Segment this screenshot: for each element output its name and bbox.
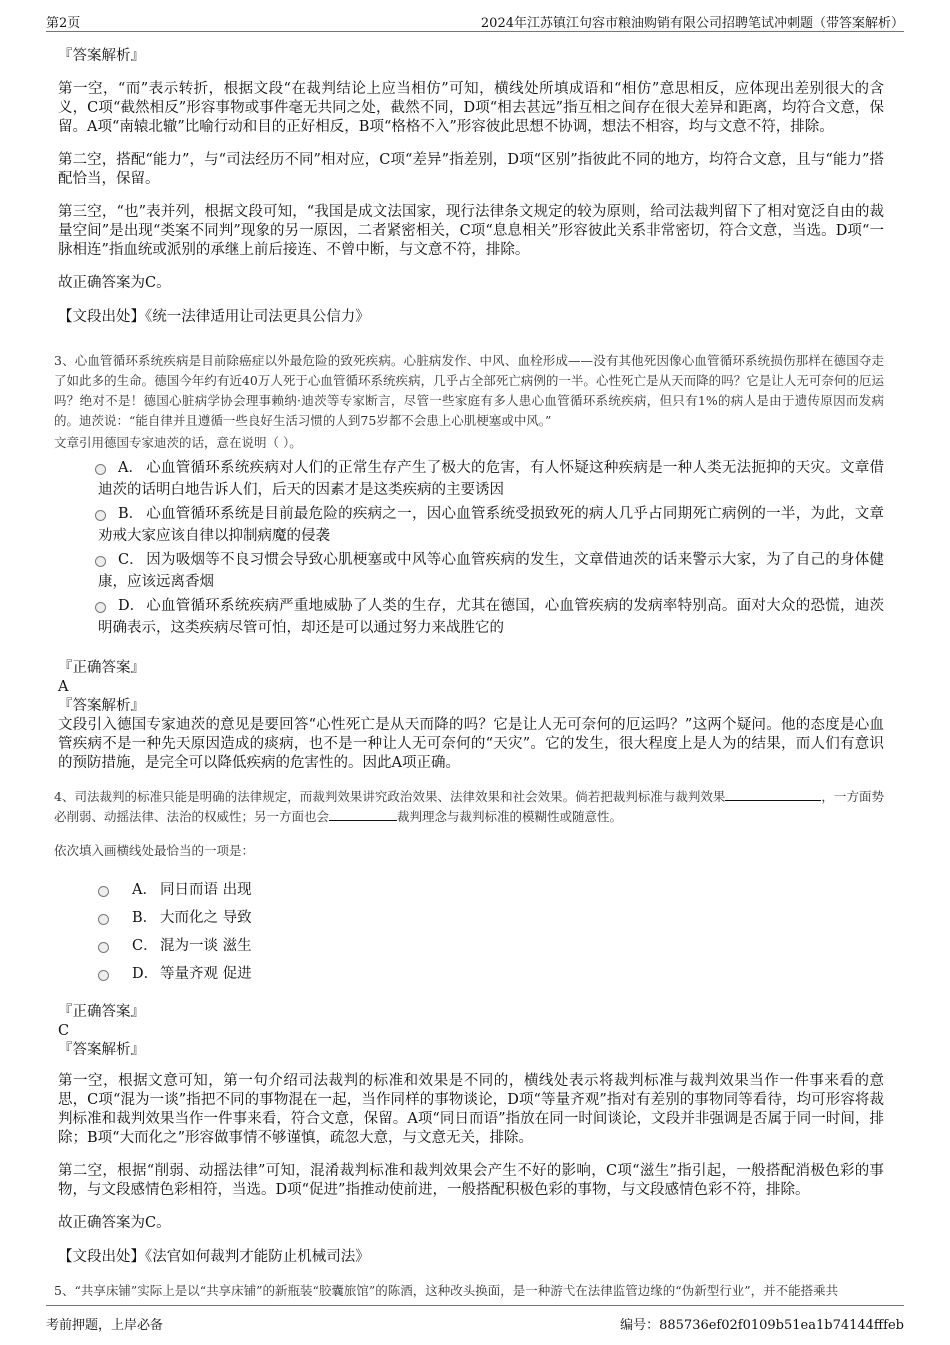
radio-icon[interactable] <box>95 556 106 567</box>
q4-option-b[interactable] <box>58 905 884 931</box>
page-number: 第2页 <box>46 16 81 31</box>
option-text: 心血管循环系统是目前最危险的疾病之一，因心血管系统受损致死的病人几乎占同期死亡病例的一半，为此，文章劝戒大家应该自律以抑制病魔的侵袭 <box>98 506 884 544</box>
q4-answer-label: 『正确答案』 <box>58 1004 145 1020</box>
q4-option-a[interactable] <box>58 877 884 903</box>
option-text: 等量齐观 促进 <box>160 966 252 982</box>
q4-question: 依次填入画横线处最恰当的一项是： <box>54 843 255 858</box>
option-text: 混为一谈 滋生 <box>160 938 252 954</box>
option-text: 因为吸烟等不良习惯会导致心肌梗塞或中风等心血管疾病的发生，文章借迪茨的话来警示大家，为了自己的身体健康，应该远离香烟 <box>98 552 884 590</box>
radio-icon[interactable] <box>95 464 106 475</box>
header-divider <box>46 31 904 32</box>
q2-analysis-para1: 第一空，“而”表示转折，根据文段“在裁判结论上应当相仿”可知，横线处所填成语和“相仿”意思相反，应体现出差别很大的含义，C项“截然相反”形容事物或事件毫无共同之处，截然不同，D项“相去甚远”指互相之间存在很大差异和距离，均符合文意，保留。A项“南辕北辙”比喻行动和目的正好相反，B项“格格不入”形容彼此思想不协调，想法不相容，均与文意不符，排除。 <box>58 81 884 135</box>
q3-option-b[interactable] <box>58 503 884 547</box>
document-id: 编号：885736ef02f0109b51ea1b74144fffeb <box>620 1318 904 1333</box>
q4-analysis-para1: 第一空，根据文意可知，第一句介绍司法裁判的标准和效果是不同的，横线处表示将裁判标准与裁判效果当作一件事来看的意思，C项“混为一谈”指把不同的事物混在一起，当作同样的事物谈论，D项“等量齐观”指对有差别的事物同等看待，均可形容将裁判标准和裁判效果当作一件事来看，符合文意，保留。A项“同日而语”指放在同一时间谈论，文段并非强调是否属于同一时间，排除；B项“大而化之”形容做事情不够谨慎，疏忽大意，与文意无关，排除。 <box>58 1073 884 1146</box>
q2-source: 【文段出处】《统一法律适用让司法更具公信力》 <box>58 309 370 325</box>
option-text: 心血管循环系统疾病对人们的正常生存产生了极大的危害，有人怀疑这种疾病是一种人类无法扼抑的天灾。文章借迪茨的话明白地告诉人们，后天的因素才是这类疾病的主要诱因 <box>98 460 884 498</box>
blank-1 <box>725 788 821 801</box>
footer-slogan: 考前押题，上岸必备 <box>46 1318 164 1333</box>
q4-analysis-para2: 第二空，根据“削弱、动摇法律”可知，混淆裁判标准和裁判效果会产生不好的影响，C项“滋生”指引起，一般搭配消极色彩的事物，与文段感情色彩相符，当选。D项“促进”指推动使前进，一般搭配积极色彩的事物，与文段感情色彩不符，排除。 <box>58 1163 884 1198</box>
q3-options <box>58 457 884 639</box>
q3-option-a[interactable] <box>58 457 884 501</box>
q2-analysis-label: 『答案解析』 <box>58 48 145 64</box>
option-key: D． <box>118 598 145 614</box>
q4-stem <box>54 787 884 827</box>
q2-analysis-para2: 第二空，搭配“能力”，与“司法经历不同”相对应，C项“差异”指差别，D项“区别”指彼此不同的地方，均符合文意，且与“能力”搭配恰当，保留。 <box>58 152 884 187</box>
radio-icon[interactable] <box>98 914 109 925</box>
q3-stem: 3、心血管循环系统疾病是目前除癌症以外最危险的致死疾病。心脏病发作、中风、血栓形成——没有其他死因像心血管循环系统损伤那样在德国夺走了如此多的生命。德国今年约有近40万人死于心血管循环系统疾病，几乎占全部死亡病例的一半。心性死亡是从天而降的吗？它是让人无可奈何的厄运吗？绝对不是！德国心脏病学协会理事赖纳·迪茨等专家断言，尽管一些家庭有多人患心血管循环系统疾病，但只有1%的病人是由于遗传原因而发病的。迪茨说：“能自律并且遵循一些良好生活习惯的人到75岁都不会患上心肌梗塞或中风。” <box>54 353 884 428</box>
option-text: 大而化之 导致 <box>160 910 252 926</box>
page-footer <box>0 1305 950 1345</box>
q2-conclusion: 故正确答案为C。 <box>58 275 171 291</box>
radio-icon[interactable] <box>98 942 109 953</box>
radio-icon[interactable] <box>95 510 106 521</box>
radio-icon[interactable] <box>98 970 109 981</box>
q4-stem-part2: ，一方面势必削弱、动摇法律、法治的权威性；另一方面也会 <box>54 789 884 824</box>
q4-conclusion: 故正确答案为C。 <box>58 1215 171 1231</box>
q4-answer: C <box>58 1023 70 1039</box>
option-key: B． <box>118 506 144 522</box>
option-key: A． <box>132 882 157 898</box>
radio-icon[interactable] <box>98 886 109 897</box>
option-text: 同日而语 出现 <box>160 882 252 898</box>
radio-icon[interactable] <box>95 602 106 613</box>
q3-analysis-label: 『答案解析』 <box>58 698 145 714</box>
option-key: D． <box>132 966 159 982</box>
footer-divider <box>46 1305 904 1306</box>
option-key: C． <box>132 938 158 954</box>
q4-stem-part3: 裁判理念与裁判标准的模糊性或随意性。 <box>397 809 623 824</box>
q2-analysis-para3: 第三空，“也”表并列，根据文段可知，“我国是成文法国家，现行法律条文规定的较为原则，给司法裁判留下了相对宽泛自由的裁量空间”是出现“类案不同判”现象的另一原因，二者紧密相关，C项“息息相关”形容彼此关系非常密切，符合文意，当选。D项“一脉相连”指血统或派别的承继上前后接连、不曾中断，与文意不符，排除。 <box>58 204 884 258</box>
q3-question: 文章引用德国专家迪茨的话，意在说明（ ）。 <box>54 435 302 450</box>
q3-answer-label: 『正确答案』 <box>58 660 145 676</box>
q3-option-d[interactable] <box>58 595 884 639</box>
q4-stem-part1: 4、司法裁判的标准只能是明确的法律规定，而裁判效果讲究政治效果、法律效果和社会效果。倘若把裁判标准与裁判效果 <box>54 789 726 804</box>
option-key: B． <box>132 910 158 926</box>
q3-option-c[interactable] <box>58 549 884 593</box>
q4-option-c[interactable] <box>58 933 884 959</box>
q5-stem: 5、“共享床铺”实际上是以“共享床铺”的新瓶装“胶囊旅馆”的陈酒，这种改头换面，是一种游弋在法律监管边缘的“伪新型行业”，并不能搭乘共 <box>54 1283 839 1298</box>
option-key: A． <box>118 460 143 476</box>
page-content <box>54 38 884 1303</box>
option-text: 心血管循环系统疾病严重地威胁了人类的生存，尤其在德国，心血管疾病的发病率特别高。面对大众的恐慌，迪茨明确表示，这类疾病尽管可怕，却还是可以通过努力来战胜它的 <box>98 598 884 636</box>
q4-source: 【文段出处】《法官如何裁判才能防止机械司法》 <box>58 1249 370 1265</box>
blank-2 <box>329 808 397 821</box>
q3-answer: A <box>58 679 69 695</box>
q3-analysis: 文段引入德国专家迪茨的意见是要回答“心性死亡是从天而降的吗？它是让人无可奈何的厄运吗？”这两个疑问。他的态度是心血管疾病不是一种先天原因造成的痰病，也不是一种让人无可奈何的“天灾”。它的发生，很大程度上是人为的结果，而人们有意识的预防措施，是完全可以降低疾病的危害性的。因此A项正确。 <box>58 717 884 771</box>
q4-option-d[interactable] <box>58 961 884 987</box>
option-key: C． <box>118 552 144 568</box>
document-title: 2024年江苏镇江句容市粮油购销有限公司招聘笔试冲刺题（带答案解析） <box>480 16 904 31</box>
q4-options <box>58 877 884 987</box>
q4-analysis-label: 『答案解析』 <box>58 1042 145 1058</box>
page-header <box>0 0 950 34</box>
